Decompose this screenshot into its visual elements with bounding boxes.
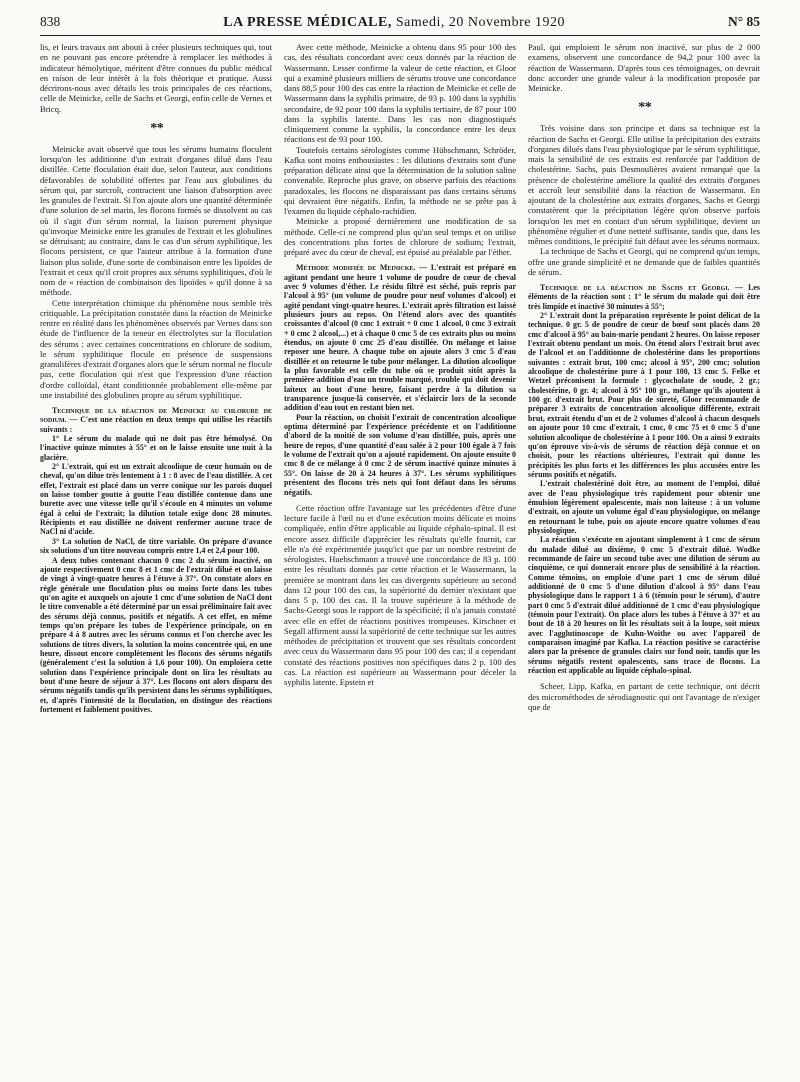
column-2 [284, 42, 516, 714]
journal-title: LA PRESSE MÉDICALE, [223, 15, 392, 30]
technique-heading-paragraph: Technique de la réaction de Meinicke au chlorure de sodium. — C'est une réaction en deux temps qui utilise les réactifs suivants : [40, 406, 272, 434]
journal-masthead [223, 15, 565, 31]
issue-date: Samedi, 20 Novembre 1920 [395, 15, 565, 30]
paragraph: 2° L'extrait, qui est un extrait alcoolique de cœur humain ou de cheval, qu'on dilue très lentement à 1 : 8 avec de l'eau distillée. A cet effet, l'extrait est placé dans un verre conique sur les parois duquel on laisse tomber goutte à goutte l'eau distillée contenue dans une burette avec une vitesse telle qu'il s'écoule en 4 minutes un volume égal à celui de l'extrait; la dilution totale exige donc 28 minutes. Récipients et eau distillée ne doivent renfermer aucune trace de NaCl ni d'acide. [40, 462, 272, 537]
page-header [40, 14, 760, 36]
paragraph: 3° La solution de NaCl, de titre variable. On prépare d'avance six solutions d'un titre nouveau compris entre 1,4 et 2,4 pour 100. [40, 536, 272, 556]
column-3 [528, 42, 760, 714]
paragraph: L'extrait cholestériné doit être, au moment de l'emploi, dilué avec de l'eau physiologique très rapidement pour obtenir une émulsion légèrement opalescente, mais non laiteuse : à un volume d'extrait, on ajoute un volume égal d'eau physiologique, on mélange en retournant le tube, puis on ajoute encore quatre volumes d'eau physiologique. [528, 479, 760, 535]
technique-heading: Technique de la réaction de Sachs et Georgi. [540, 283, 730, 292]
paragraph: lis, et leurs travaux ont abouti à créer plusieurs techniques qui, tout en ne pouvant pas encore prétendre à remplacer les méthodes à indicateur hémolytique, méritent d'être connues du public médical en raison de leur intérêt à la fois théorique et pratique. Aussi décrirons-nous avec détails les trois principales de ces réactions, celle de Meinicke, celle de Sachs et Georgi, enfin celle de Vernes et Bricq. [40, 42, 272, 114]
paragraph: Avec cette méthode, Meinicke a obtenu dans 95 pour 100 des cas, des résultats concordant avec ceux donnés par la réaction de Wassermann. Lesser confirme la valeur de cette réaction, et Gloor qui a examiné plusieurs milliers de sérums trouve une concordance dans 88,5 pour 100 des cas entre la réaction de Meinicke et celle de Wassermann dans la syphilis primaire, de 93 p. 100 dans la syphilis secondaire, de 92 pour 100 dans la syphilis tertiaire, de 87 pour 100 dans la syphilis latente. Dans les cas non diagnostiqués cliniquement comme la syphilis, la concordance entre les deux réactions est de 93 pour 100. [284, 42, 516, 145]
paragraph: Paul, qui emploient le sérum non inactivé, sur plus de 2 000 examens, observent une concordance de 94,2 pour 100 avec la réaction de Wassermann. D'après tous ces témoignages, on devrait donc accorder une grande valeur à la modification proposée par Meinicke. [528, 42, 760, 93]
paragraph: Meinicke avait observé que tous les sérums humains floculent lorsqu'on les additionne d'un extrait d'organes dilué dans l'eau distillée. Cette floculation était due, selon l'auteur, aux conditions défavorables de solubilité offertes par l'eau aux globulines du sérum qui, par surcroît, contractent une liaison d'absorption avec les granules de l'extrait. Si l'on ajoute alors une quantité déterminée d'une solution de sel marin, les flocons formés se dissolvent au cas où il s'agit d'un sérum normal, la liaison purement physique qu'invoque Meinicke entre les granules de l'extrait et les globulines se détruisant; au contraire, dans le cas d'un sérum syphilitique, les flocons persistent, ce que l'auteur attribue à la formation d'une liaison plus solide, d'une sorte de combinaison entre les lipoïdes de l'extrait et ceux qu'il croit propres aux sérums syphilitiques, d'où le nom de « réaction de combinaison des lipoïdes » qu'il donne à sa méthode. [40, 143, 272, 298]
technique-heading-paragraph: Technique de la réaction de Sachs et Georgi. — Les éléments de la réaction sont : 1° le sérum du malade qui doit être très limpide et inactivé 30 minutes à 55°; [528, 283, 760, 311]
paragraph: 1° Le sérum du malade qui ne doit pas être hémolysé. On l'inactive quinze minutes à 55° et on le laisse ensuite une nuit à la glacière. [40, 434, 272, 462]
column-1 [40, 42, 272, 714]
paragraph: Meinicke a proposé dernièrement une modification de sa méthode. Celle-ci ne comprend plus qu'un seul temps et on utilise des concentrations plus fortes de chlorure de sodium; l'extrait, préparé avec du cœur de cheval, est épuisé au préalable par l'éther. [284, 216, 516, 257]
paragraph: Cette interprétation chimique du phénomène nous semble très critiquable. La précipitation constatée dans la réaction de Meinicke rentre en réalité dans les phénomènes observés par Vernes dans son étude de l'influence de la teneur en électrolytes sur la floculation des sérums : avec certaines concentrations en chlorure de sodium, le sérum syphilitique flocule en présence de suspensions granulifères d'extrait d'organes alors que le sérum normal ne flocule pas, cette floculation qui n'est que l'expression d'une réaction d'ordre colloïdal, étant conditionnée probablement elle-même par une instabilité des globulines propre au sérum syphilitique. [40, 297, 272, 400]
technique-heading-paragraph: Méthode modifiée de Meinicke. — L'extrait est préparé en agitant pendant une heure 1 volume de poudre de cœur de cheval avec 9 volumes d'éther. Le résidu filtré est séché, puis repris par l'alcool à 95° (un volume de poudre pour neuf volumes d'alcool) et agité pendant vingt-quatre heures. L'extrait après filtration est laissé plusieurs jours au repos. On l'étend alors avec des quantités croissantes d'alcool (0 cmc 1 extrait + 0 cmc 1 alcool, 0 cmc 3 extrait + 0 cmc 2 alcool,...) et à chaque 0 cmc 5 de ces extraits plus ou moins étendus, on ajoute 0 cmc 25 d'eau distillée. On mélange et laisse reposer une heure. A chaque tube on ajoute alors 3 cmc 5 d'eau distillée et on retourne le tube pour mélanger. La dilution alcoolique la plus favorable est celle du tube où se produit sitôt après la première addition d'eau un trouble marqué, trouble qui doit devenir laiteux au bout d'une heure, faisant perdre à la dilution sa transparence jusque-là conservée, et s'éclaircir lors de la seconde addition d'eau tout en restant bien net. [284, 263, 516, 413]
paragraph: Scheer, Lipp, Kafka, en partant de cette technique, ont décrit des microméthodes de sérodiagnostic qui ont l'avantage de n'exiger que de [528, 681, 760, 712]
page-number: 838 [40, 14, 61, 29]
paragraph: Toutefois certains sérologistes comme Hübschmann, Schröder, Kafka sont moins enthousiastes : les dilutions d'extraits sont d'une préparation délicate ainsi que la détermination de la solution saline convenable. Reproche plus grave, on observe parfois des réactions paradoxales, les flocons ne disparaissant pas dans certains sérums qui devraient être négatifs. Enfin, la méthode ne se prête pas à l'examen du liquide céphalo-rachidien. [284, 144, 516, 216]
issue-number: N° 85 [727, 14, 760, 29]
technique-heading: Technique de la réaction de Meinicke au chlorure de sodium. [40, 406, 272, 425]
article-columns [40, 42, 760, 714]
paragraph: Pour la réaction, on choisit l'extrait de concentration alcoolique optima déterminé par l'expérience précédente et on l'additionne d'abord de la moitié de son volume d'eau distillée, puis, après une heure de repos, d'une quantité d'eau salée à 2 pour 100 égale à 7 fois le volume de l'extrait qu'on a ajouté rapidement. On ajoute ensuite 0 cmc 8 de ce mélange à 0 cmc 2 de sérum inactivé quinze minutes à 55°. On laisse de 20 à 24 heures à 37°. Les sérums syphilitiques présentent des flocons très nets qui font défaut dans les sérums négatifs. [284, 412, 516, 497]
section-separator-stars: * * [150, 120, 162, 136]
section-separator-stars: * * [638, 100, 650, 116]
paragraph: La réaction s'exécute en ajoutant simplement à 1 cmc de sérum du malade dilué au dixième, 0 cmc 5 d'extrait dilué. Wodke recommande de faire un second tube avec une dilution de sérum au cinquième, ce qui donnerait encore plus de sensibilité à la réaction. Comme témoins, on emploie d'une part 1 cmc de sérum dilué additionné de 0 cmc 5 d'une dilution d'alcool à 95° dans l'eau physiologique dans le rapport 1 à 6 (témoin pour le sérum), d'autre part 0 cmc 5 d'extrait dilué additionné de 1 cmc d'eau physiologique (témoin pour l'extrait). On place alors les tubes à l'étuve à 37° et au bout de 18 à 20 heures on lit les résultats soit à la loupe, soit mieux avec l'agglutinoscope de Kuhn-Woithe ou avec l'appareil de comparaison imaginé par Kafka. La réaction positive se caractérise alors par la présence de granules clairs sur fond noir, tandis que les sérums négatifs restent opalescents, sans trace de flocons. La réaction est applicable au liquide céphalo-spinal. [528, 535, 760, 676]
paragraph: Très voisine dans son principe et dans sa technique est la réaction de Sachs et Georgi. Elle utilise la précipitation des extraits d'organes dilués dans l'eau physiologique par le sérum syphilitique, mais la sensibilité de ces extraits est renforcée par l'addition de cholestérine. Sachs, puis Desmoulières avaient remarqué que la présence de cholestérine améliore la qualité des extraits d'organes et accroît leur sensibilité dans la réaction de Wassermann. En ajoutant de la cholestérine aux extraits d'organes, Sachs et Georgi constatèrent que la précipitation légère qu'on observe parfois lorsqu'on les met en contact d'un sérum syphilitique, devient un phénomène régulier et d'une netteté suffisante, tandis que, dans les mêmes conditions, le précipité fait défaut avec les sérums normaux. [528, 123, 760, 246]
paragraph: A deux tubes contenant chacun 0 cmc 2 du sérum inactivé, on ajoute respectivement 0 cmc 8 et 1 cmc de l'extrait dilué et on laisse de vingt à vingt-quatre heures à l'étuve à 37°. On constate alors en règle générale une floculation plus ou moins forte dans les tubes qu'on agite et auxquels on ajoute 1 cmc d'une solution de NaCl dont le titre convenable a été déterminé par un essai préliminaire fait avec des sérums déjà connus, positifs et négatifs. A cet effet, en même temps qu'on prépare les tubes de l'expérience principale, on en prépare 4 à 8 autres avec les sérums connus et l'on cherche avec les solutions de titres divers, la solution la moins concentrée qui, en une heure, dissout encore complètement les flocons des sérums négatifs (généralement c'est la solution à 1,6 pour 100). On emploiera cette solution dans l'expérience principale dont on lira les résultats au bout d'une heure de séjour à 37°. Les flocons ont alors disparu des sérums négatifs tandis qu'ils persistent dans les sérums syphilitiques, et, d'après l'intensité de la floculation, on distingue des réactions fortement et faiblement positives. [40, 555, 272, 714]
paragraph: Cette réaction offre l'avantage sur les précédentes d'être d'une lecture facile à l'œil nu et d'une exécution moins délicate et moins compliquée, enfin d'être applicable au liquide céphalo-spinal. Il est encore assez difficile d'apprécier les résultats qu'elle fournit, car elle n'a été expérimentée jusqu'ici que par un nombre restreint de sérologistes. Huebschmann a trouvé une concordance de 83 p. 100 entre les résultats donnés par cette réaction et le Wassermann, la première se montrant dans les cas divergents supérieure au second dans 12 pour 100 des cas, la supériorité du dernier n'existant que dans 5 p. 100 des cas. Il la trouve supérieure à la méthode de Sachs-Georgi sous le rapport de la spécificité; il n'a jamais constaté avec elle en effet de réactions positives trompeuses. Kirschner et Segall affirment aussi la supériorité de cette technique sur les autres méthodes de précipitation et trouvent que ses résultats concordent avec ceux du Wassermann dans 95 pour 100 des cas; il a cependant constaté des réactions positives non spécifiques dans 2 p. 100 des cas. La réaction est supérieure au Wassermann pour déceler la syphilis latente. Epstein et [284, 502, 516, 688]
paragraph: 2° L'extrait dont la préparation représente le point délicat de la technique. 0 gr. 5 de poudre de cœur de bœuf sont placés dans 20 cmc d'alcool à 95° au bain-marie pendant 2 heures. On laisse reposer l'extrait obtenu pendant un mois. On étend alors l'extrait brut avec de l'alcool et on l'additionne de cholestérine dans les proportions suivantes : extrait brut, 100 cmc; alcool à 95°, 200 cmc; solution alcoolique de cholestérine pure à 1 pour 100, 13 cmc 5. Felke et Wetzel préconisent la formule : glycocholate de soude, 2 gr.; cholestérine, 0 gr. 4; alcool à 95° 100 gr., mélange qu'ils ajoutent à 100 gr. d'extrait brut. Pour plus de sûreté, Gloor recommande de préparer 3 extraits de concentration alcoolique différente, extrait brut, extrait étendu d'un et de 2 volumes d'alcool à chacun desquels on ajoute pour 10 cmc d'extrait, 1 cmc, 0 cmc 75 et 0 cmc 5 d'une solution alcoolique de cholestérine à 1 pour 100. On a ainsi 9 extraits qu'on éprouve vis-à-vis de sérums de réaction déjà connue et on choisit, pour les réactions ultérieures, l'extrait qui donne les précipités les plus forts et les différences les plus accusées entre les sérums positifs et négatifs. [528, 311, 760, 479]
technique-heading: Méthode modifiée de Meinicke. [296, 263, 416, 273]
paragraph: La technique de Sachs et Georgi, qui ne comprend qu'un temps, offre une grande simplicité et ne demande que de faibles quantités de sérum. [528, 246, 760, 277]
